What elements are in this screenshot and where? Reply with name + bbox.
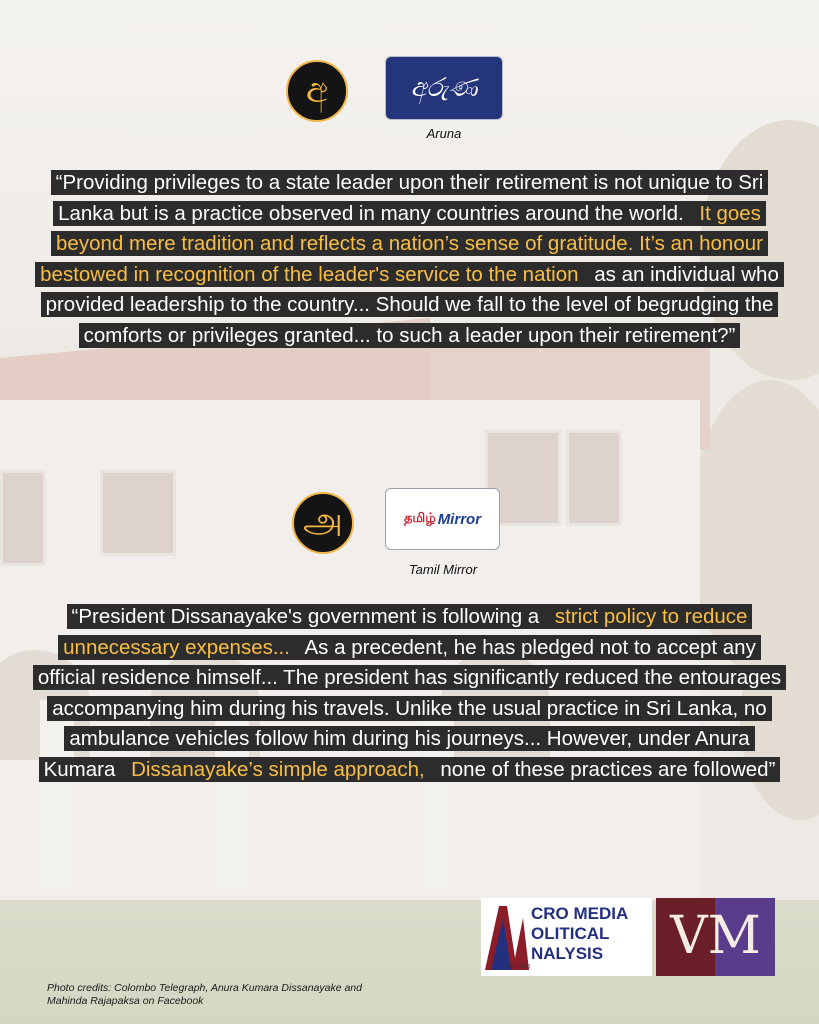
quote-tamil-mirror bbox=[30, 602, 789, 785]
quote-aruna-part-1: “Providing privileges to a state leader upon their retirement is not unique to Sri Lanka but is a practice observed in many countries around the world. bbox=[51, 170, 769, 226]
quote-tm-highlight-2: Dissanayake’s simple approach, bbox=[126, 757, 430, 782]
tamil-glyph: அ bbox=[302, 500, 343, 541]
photo-credits: Photo credits: Colombo Telegraph, Anura Kumara Dissanayake and Mahinda Rajapaksa on Facebook bbox=[47, 982, 362, 1007]
sinhala-glyph: අ bbox=[305, 70, 329, 111]
tamil-letter-icon bbox=[292, 492, 354, 554]
quote-aruna-part-3: as an individual who provided leadership to the country... Should we fall to the level of begrudging the comforts or privileges granted... to such a leader upon their retirement?” bbox=[41, 262, 784, 348]
quote-tm-highlight-1: strict policy to reduce unnecessary expenses... bbox=[58, 604, 752, 660]
source-name-tamil-mirror: Tamil Mirror bbox=[408, 562, 478, 577]
source-name-aruna: Aruna bbox=[426, 126, 462, 141]
sinhala-letter-icon bbox=[286, 60, 348, 122]
amp-line-3: NALYSIS bbox=[531, 944, 604, 963]
vm-logo bbox=[656, 898, 775, 976]
aruna-logo bbox=[385, 56, 503, 120]
aruna-logo-text: අරුණ bbox=[410, 72, 478, 103]
quote-tm-part-3: As a precedent, he has pledged not to accept any official residence himself... The president has significantly reduced the entourages accompanying him during his travels. Unlike the usual practice in Sri Lanka, no ambulance vehicles follow him during his journeys... However, under Anura Kumara bbox=[33, 635, 786, 782]
tamil-mirror-logo-tamil: தமிழ் bbox=[403, 511, 436, 526]
acro-media-logo bbox=[481, 898, 652, 976]
tamil-mirror-logo bbox=[385, 488, 500, 550]
amp-established: EST. 2010 bbox=[507, 964, 531, 970]
quote-aruna bbox=[30, 168, 789, 351]
amp-line-1: CRO MEDIA bbox=[531, 904, 629, 923]
quote-tm-part-1: “President Dissanayake's government is following a bbox=[67, 604, 550, 629]
tamil-mirror-logo-mirror: Mirror bbox=[437, 510, 482, 528]
quote-aruna-highlight: It goes beyond mere tradition and reflects a nation’s sense of gratitude. It’s an honour bestowed in recognition of the leader's service to the nation bbox=[35, 201, 768, 287]
quote-tm-part-5: none of these practices are followed” bbox=[430, 757, 781, 782]
vm-logo-text: VM bbox=[670, 906, 761, 966]
amp-line-2: OLITICAL bbox=[531, 924, 610, 943]
